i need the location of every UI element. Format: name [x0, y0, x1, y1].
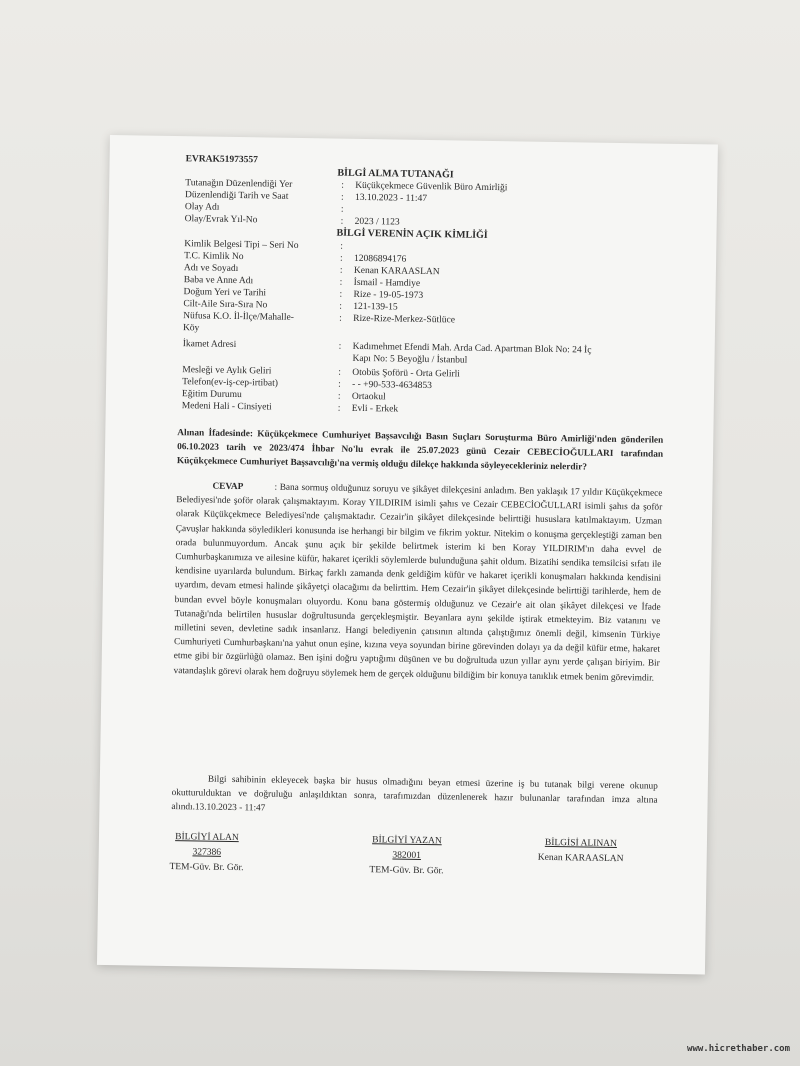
field-colon: : [338, 341, 342, 352]
closing-text: Bilgi sahibinin ekleyecek başka bir husus olmadığını beyan etmesi üzerine iş bu tutanak bilgi verene okunup okutturulduktan ve doğruluğu anlaşıldıktan sonra, tarafımızdan düzenlenerek hazır bulunanlar tarafından imza altına alındı.13.10.2023 - 11:47 [171, 774, 658, 814]
field-colon: : [338, 367, 342, 378]
field-value-job: Otobüs Şoförü - Orta Gelirli [352, 367, 461, 380]
answer-text: : Bana sormuş olduğunuz soruyu ve şikâyet dilekçesini anladım. Ben yaklaşık 17 yıldır Küçükçekmece Belediyesi'nde şoför olarak çalışmaktayım. Koray YILDIRIM isimli şahıs ve Cezair CEBECİOĞULLARI isimli şahıs da şoför olarak Küçükçekmece Belediyesi'nde çalışmaktadır. Cezair'in şikâyet dilekçesinde belirttiği hususlara katılmaktayım. Uzman Çavuşlar hakkında söyledikleri konusunda ise herhangi bir bilgim ve fikrim yoktur. Nitekim o konuşma gerçekleştiği zaman ben orada bulunmuyordum. Ancak şunu açık bir şekilde belirtmek isterim ki ben Koray YILDIRIM'ın daha evvel de Cumhurbaşkanımıza ve ailesine küfür, hakaret içerikli söylemlerde bulunduğuna şahit oldum. Bizatihi sendika temsilcisi sıfatı ile kendisine uyarılarda bulundum. Birkaç farklı zamanda denk geldiğim küfür ve hakaret içerikli konuşmaları hakkında kendisini uyardım, devam etmesi halinde şikâyetçi olacağımı da belirttim. Hem Cezair'in şikâyet dilekçesinde belirttiği tarihlerde, hem de bundan evvel böyle konuşmaları oluyordu. Konu bana göstermiş olduğunuz ve Cezair'e ait olan şikâyet dilekçesi ve İfade Tutanağı'nda belirtilen hususlar doğrultusunda gerçekleşmiştir. Beyanlara aynı şekilde iştirak etmekteyim. Biz vatanını ve milletini seven, devletine sadık insanlarız. Hangi belediyenin çatısının altında çalıştığımız önemli değil, kimsenin Türkiye Cumhuriyeti Cumhurbaşkanı'na yahut onun eşine, kızına veya soyundan birine görevinden dolayı ya da değil küfür etme, hakaret etme gibi bir özgürlüğü olamaz. Ben işini doğru yaptığımı düşünen ve bu doğrultuda uzun yıllar aynı yerde çalışan biriyim. Bir vatandaşlık görevi olarak hem doğruyu söylemek hem de gerçek olduğunu bildiğim bir konuya tanıklık etmek benim görevimdir. [173, 482, 663, 684]
field-colon: : [341, 180, 344, 191]
field-value-education: Ortaokul [351, 391, 386, 403]
document-page [97, 135, 718, 974]
field-label-education: Eğitim Durumu [181, 389, 242, 401]
signature-id: 382001 [392, 850, 422, 861]
identity-section-title: BİLGİ VERENİN AÇIK KİMLİĞİ [336, 227, 488, 241]
field-value-phone: - - +90-533-4634853 [352, 379, 432, 392]
field-label-phone: Telefon(ev-iş-cep-irtibat) [182, 377, 279, 389]
field-colon: : [339, 277, 343, 288]
watermark: www.hicrethaber.com [687, 1044, 790, 1054]
signature-role: TEM-Güv. Br. Gör. [369, 865, 444, 877]
field-value-registry: 121-139-15 [353, 301, 398, 313]
field-colon: : [340, 241, 343, 252]
field-label-id-type: Kimlik Belgesi Tipi – Seri No [184, 239, 299, 251]
document-number: EVRAK51973557 [185, 154, 259, 166]
field-colon: : [340, 216, 344, 227]
signature-title: BİLGİSİ ALINAN [544, 837, 618, 850]
field-value-address: Kadımehmet Efendi Mah. Arda Cad. Apartman Blok No: 24 İç [352, 341, 592, 356]
signature-block-writer [336, 833, 477, 880]
field-label-event: Olay Adı [184, 202, 220, 213]
field-label-registered-place-cont: Köy [182, 323, 200, 334]
field-label-birth: Doğum Yeri ve Tarihi [183, 287, 267, 299]
question-paragraph: Alınan İfadesinde: Küçükçekmece Cumhuriyet Başsavcılığı Basın Suçları Soruşturma Büro Amirliği'nden gönderilen 06.10.2023 tarih ve 2023/474 İhbar No'lu evrak ile 25.07.2023 günü Cezair CEBECİOĞULLARI tarafından Küçükçekmece Cumhuriyet Başsavcılığı'na vermiş olduğu dilekçe hakkında söyleyecekleriniz nelerdir? [176, 428, 664, 473]
signature-name: Kenan KARAASLAN [537, 852, 624, 865]
signature-block-receiver [136, 830, 277, 877]
signature-title: BİLGİYİ ALAN [175, 832, 239, 844]
answer-label: CEVAP [212, 481, 244, 493]
field-label-parents: Baba ve Anne Adı [183, 275, 254, 287]
field-label-tc-no: T.C. Kimlik No [184, 251, 244, 263]
field-colon: : [340, 204, 344, 215]
signature-role: TEM-Güv. Br. Gör. [169, 862, 244, 874]
field-value-address-cont: Kapı No: 5 Beyoğlu / İstanbul [352, 353, 468, 366]
field-label-registered-place: Nüfusa K.O. İl-İlçe/Mahalle- [183, 311, 295, 323]
field-label-datetime: Düzenlendiği Tarih ve Saat [184, 190, 289, 202]
field-colon: : [339, 301, 343, 312]
field-label-address: İkamet Adresi [182, 339, 237, 351]
field-label-name: Adı ve Soyadı [183, 263, 239, 275]
document-title: BİLGİ ALMA TUTANAĞI [337, 167, 454, 181]
field-label-file-no: Olay/Evrak Yıl-No [184, 214, 258, 226]
field-colon: : [340, 192, 344, 203]
field-colon: : [338, 379, 341, 390]
field-value-parents: İsmail - Hamdiye [353, 277, 421, 289]
signature-title: BİLGİYİ YAZAN [372, 835, 442, 847]
field-value-place: Küçükçekmece Güvenlik Büro Amirliği [355, 180, 508, 194]
field-colon: : [340, 253, 343, 264]
field-value-birth: Rize - 19-05-1973 [353, 289, 424, 301]
field-label-marital: Medeni Hali - Cinsiyeti [181, 401, 272, 413]
field-label-registry: Cilt-Aile Sıra-Sıra No [183, 299, 268, 311]
field-colon: : [339, 313, 342, 324]
field-colon: : [339, 265, 343, 276]
field-value-file-no: 2023 / 1123 [354, 216, 400, 228]
signature-id: 327386 [192, 847, 222, 858]
field-value-marital: Evli - Erkek [351, 403, 399, 415]
field-label-place: Tutanağın Düzenlendiği Yer [185, 178, 293, 190]
field-colon: : [337, 391, 341, 402]
field-colon: : [339, 289, 343, 300]
field-value-datetime: 13.10.2023 - 11:47 [354, 192, 428, 204]
closing-paragraph [171, 772, 658, 822]
field-label-job: Mesleği ve Aylık Geliri [182, 365, 272, 377]
answer-paragraph [173, 479, 662, 685]
field-colon: : [337, 403, 341, 414]
field-value-registered-place: Rize-Rize-Merkez-Sütlüce [353, 313, 456, 326]
signature-block-informant [511, 835, 651, 867]
field-value-name: Kenan KARAASLAN [353, 265, 440, 278]
field-value-tc-no: 12086894176 [354, 253, 407, 265]
